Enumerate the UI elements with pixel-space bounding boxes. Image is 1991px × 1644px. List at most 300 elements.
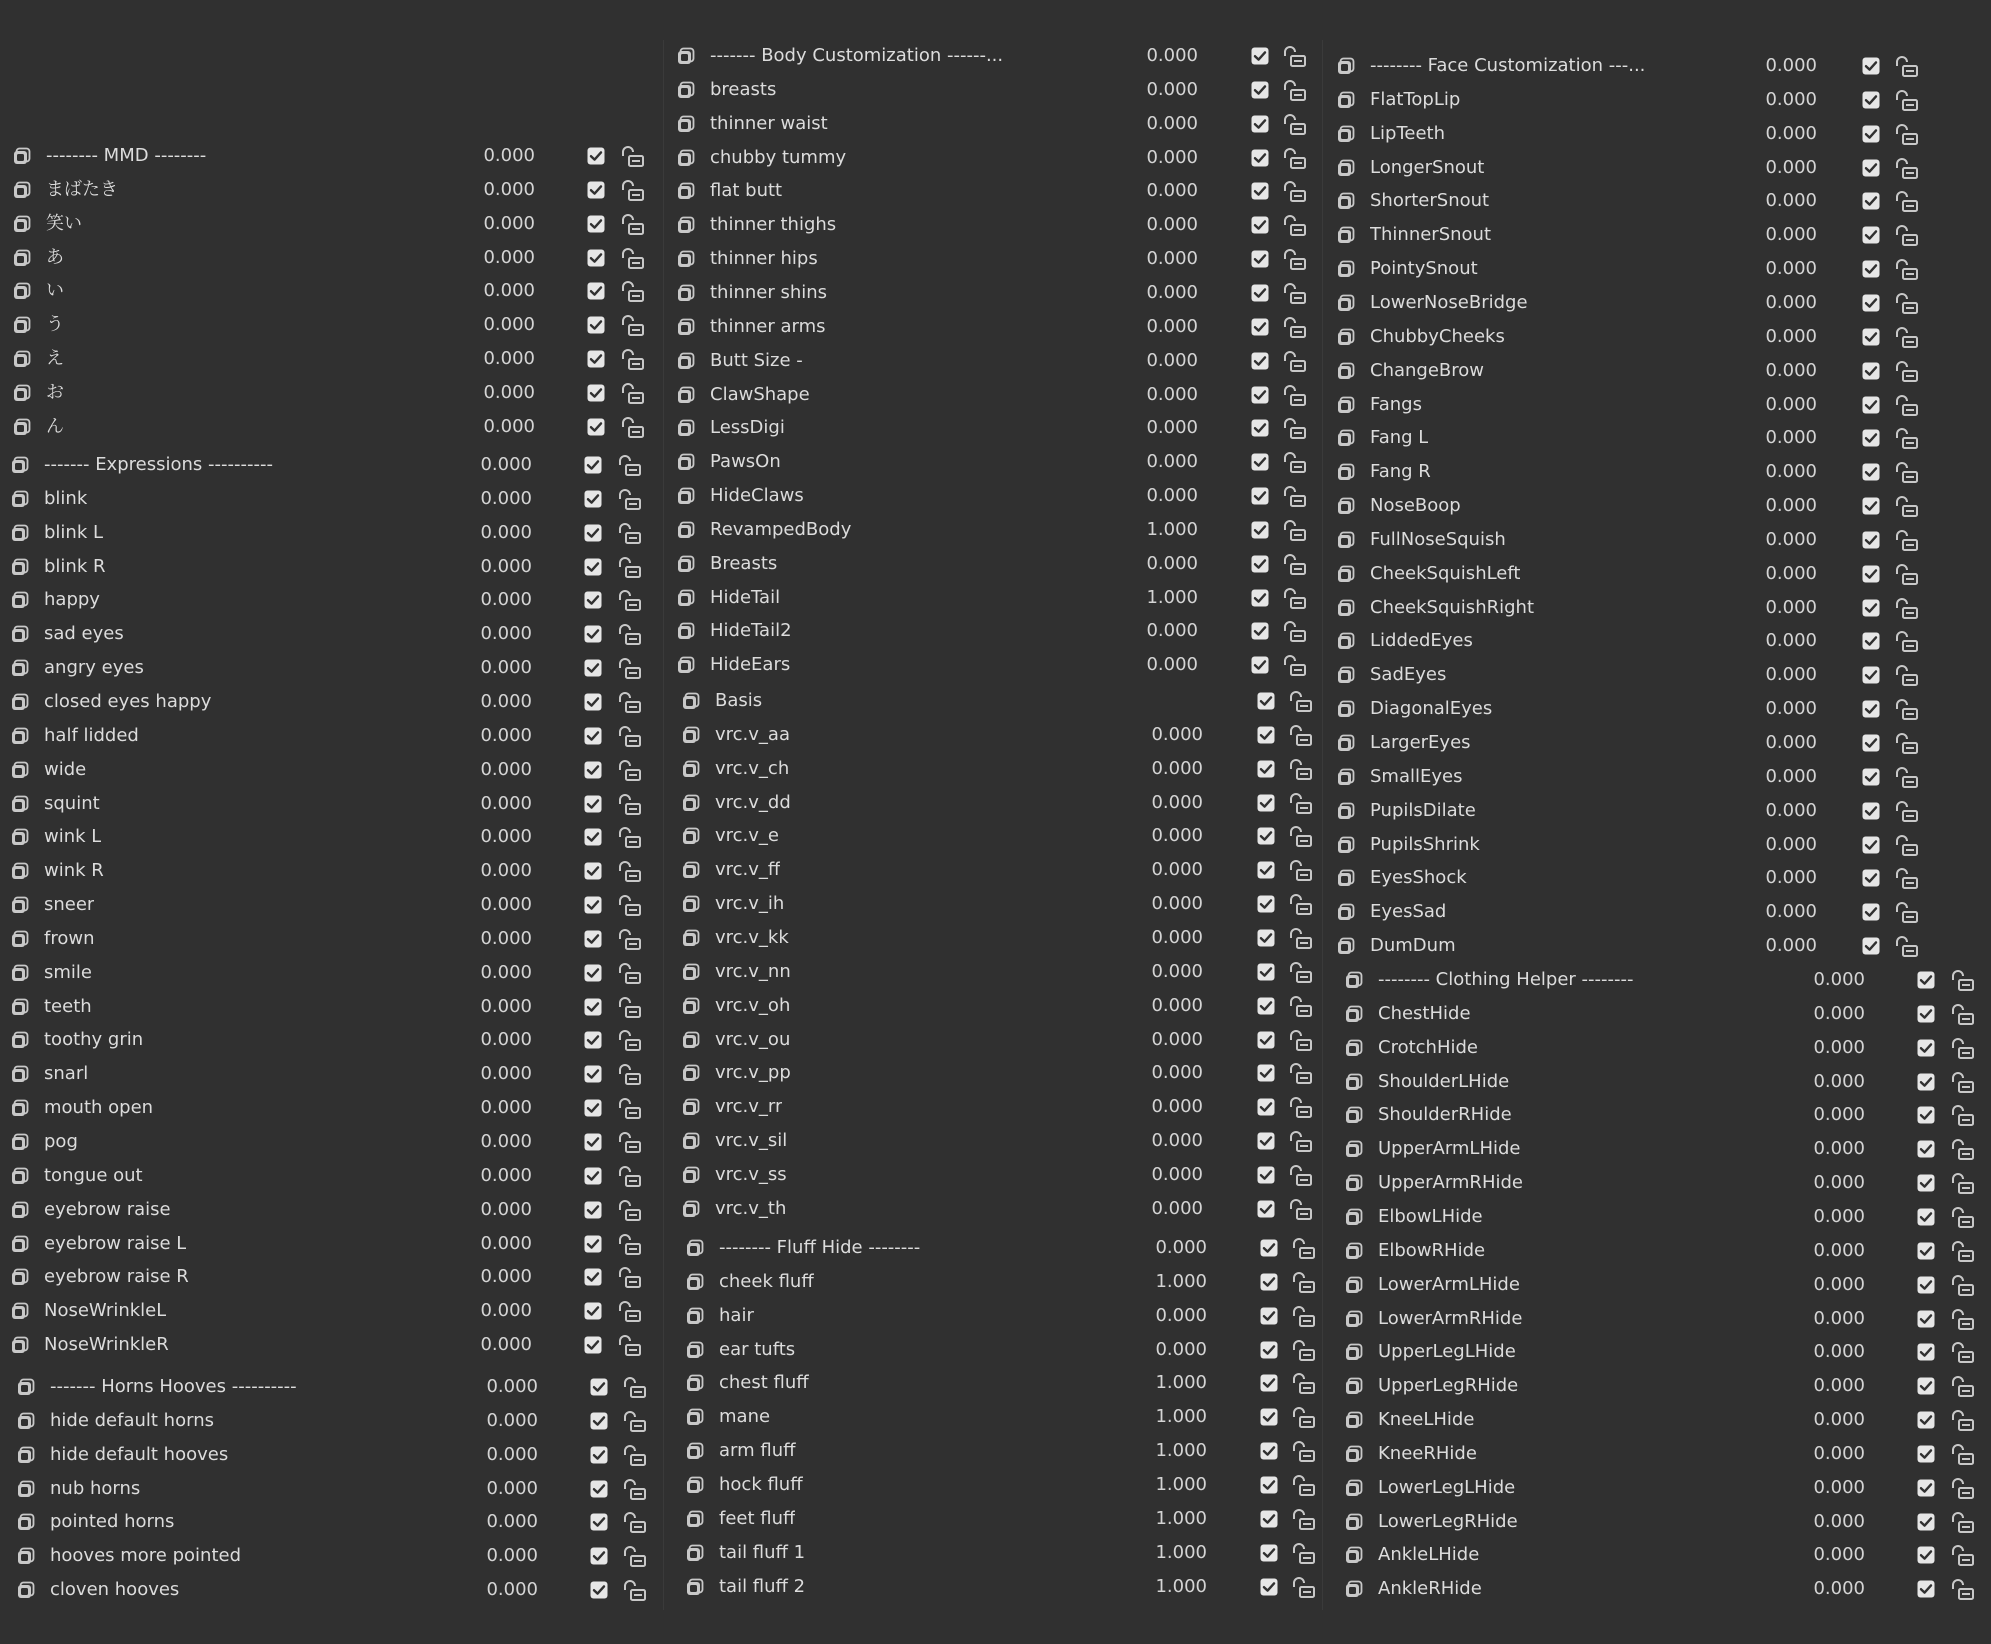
- shape-key-name[interactable]: vrc.v_ih: [715, 893, 785, 915]
- shape-key-value[interactable]: 0.000: [1765, 55, 1817, 76]
- shape-key-value[interactable]: 0.000: [1813, 1273, 1865, 1295]
- shape-key-name[interactable]: vrc.v_e: [715, 825, 780, 847]
- mute-checkbox[interactable]: [1862, 497, 1880, 515]
- unlock-icon[interactable]: [1281, 248, 1309, 272]
- shape-key-value[interactable]: 0.000: [1146, 620, 1198, 642]
- shape-key-row[interactable]: [10, 583, 650, 617]
- shape-key-value[interactable]: 1.000: [1155, 1406, 1207, 1428]
- mute-checkbox[interactable]: [587, 418, 605, 436]
- mute-checkbox[interactable]: [1257, 1031, 1275, 1049]
- mute-checkbox[interactable]: [1257, 794, 1275, 812]
- mute-checkbox[interactable]: [584, 591, 602, 609]
- shape-key-row[interactable]: [1336, 828, 1976, 862]
- shape-key-value[interactable]: 0.000: [480, 690, 532, 712]
- unlock-icon[interactable]: [1949, 1409, 1977, 1433]
- shape-key-name[interactable]: tail fluff 1: [719, 1541, 806, 1563]
- shape-key-row[interactable]: [1336, 557, 1976, 591]
- shape-key-row[interactable]: [1344, 1234, 1984, 1268]
- shape-key-row[interactable]: [10, 922, 650, 956]
- shape-key-value[interactable]: 0.000: [1146, 281, 1198, 303]
- shape-key-row[interactable]: [1344, 1505, 1984, 1539]
- shape-key-row[interactable]: [12, 342, 652, 376]
- shape-key-value[interactable]: 0.000: [480, 1334, 532, 1356]
- unlock-icon[interactable]: [1281, 587, 1309, 611]
- shape-key-row[interactable]: [1344, 1098, 1984, 1132]
- mute-checkbox[interactable]: [584, 1099, 602, 1117]
- shape-key-value[interactable]: 0.000: [480, 1097, 532, 1119]
- mute-checkbox[interactable]: [590, 1581, 608, 1599]
- unlock-icon[interactable]: [1949, 1138, 1977, 1162]
- unlock-icon[interactable]: [616, 962, 644, 986]
- unlock-icon[interactable]: [1281, 282, 1309, 306]
- shape-key-name[interactable]: UpperArmLHide: [1378, 1138, 1521, 1160]
- mute-checkbox[interactable]: [1917, 1106, 1935, 1124]
- unlock-icon[interactable]: [616, 454, 644, 478]
- shape-key-row[interactable]: [676, 73, 1316, 107]
- unlock-icon[interactable]: [1893, 867, 1921, 891]
- shape-key-row[interactable]: [676, 614, 1316, 648]
- shape-key-name[interactable]: -------- Clothing Helper --------: [1378, 969, 1634, 990]
- shape-key-name[interactable]: half lidded: [44, 724, 139, 746]
- shape-key-name[interactable]: FullNoseSquish: [1370, 528, 1506, 550]
- unlock-icon[interactable]: [1949, 1206, 1977, 1230]
- unlock-icon[interactable]: [1287, 724, 1315, 748]
- shape-key-value[interactable]: 0.000: [1146, 180, 1198, 202]
- shape-key-row[interactable]: [681, 786, 1321, 820]
- mute-checkbox[interactable]: [584, 456, 602, 474]
- shape-key-value[interactable]: 0.000: [480, 894, 532, 916]
- shape-key-name[interactable]: LipTeeth: [1370, 122, 1446, 144]
- unlock-icon[interactable]: [1281, 180, 1309, 204]
- shape-key-name[interactable]: mouth open: [44, 1097, 154, 1119]
- mute-checkbox[interactable]: [1257, 963, 1275, 981]
- shape-key-value[interactable]: 0.000: [1765, 156, 1817, 178]
- shape-key-name[interactable]: toothy grin: [44, 1029, 144, 1051]
- shape-key-value[interactable]: 1.000: [1155, 1541, 1207, 1563]
- shape-key-value[interactable]: 0.000: [1765, 258, 1817, 280]
- mute-checkbox[interactable]: [1251, 182, 1269, 200]
- shape-key-value[interactable]: 0.000: [480, 454, 532, 475]
- shape-key-value[interactable]: 0.000: [1765, 427, 1817, 449]
- shape-key-row[interactable]: [1344, 1369, 1984, 1403]
- shape-key-value[interactable]: 0.000: [1151, 1062, 1203, 1084]
- shape-key-row[interactable]: [10, 1193, 650, 1227]
- unlock-icon[interactable]: [1893, 597, 1921, 621]
- mute-checkbox[interactable]: [1862, 260, 1880, 278]
- unlock-icon[interactable]: [616, 826, 644, 850]
- mute-checkbox[interactable]: [1862, 869, 1880, 887]
- unlock-icon[interactable]: [616, 1199, 644, 1223]
- shape-key-row[interactable]: [1336, 726, 1976, 760]
- shape-key-name[interactable]: ear tufts: [719, 1338, 796, 1360]
- shape-key-name[interactable]: feet fluff: [719, 1507, 796, 1529]
- unlock-icon[interactable]: [1287, 1029, 1315, 1053]
- shape-key-row[interactable]: [681, 1158, 1321, 1192]
- shape-key-name[interactable]: あ: [46, 246, 64, 268]
- shape-key-row[interactable]: [16, 1438, 656, 1472]
- mute-checkbox[interactable]: [1917, 1140, 1935, 1158]
- shape-key-name[interactable]: う: [46, 314, 64, 336]
- shape-key-row[interactable]: [10, 787, 650, 821]
- unlock-icon[interactable]: [1287, 825, 1315, 849]
- shape-key-name[interactable]: hooves more pointed: [50, 1545, 242, 1567]
- shape-key-name[interactable]: SmallEyes: [1370, 765, 1463, 787]
- shape-key-row[interactable]: [16, 1539, 656, 1573]
- shape-key-value[interactable]: 0.000: [1765, 359, 1817, 381]
- shape-key-row[interactable]: [1336, 320, 1976, 354]
- mute-checkbox[interactable]: [1251, 622, 1269, 640]
- unlock-icon[interactable]: [1893, 630, 1921, 654]
- shape-key-value[interactable]: 0.000: [1765, 325, 1817, 347]
- shape-key-row[interactable]: [676, 174, 1316, 208]
- shape-key-value[interactable]: 0.000: [1813, 1341, 1865, 1363]
- shape-key-value[interactable]: 1.000: [1146, 586, 1198, 608]
- shape-key-value[interactable]: 0.000: [1765, 935, 1817, 957]
- mute-checkbox[interactable]: [1917, 1580, 1935, 1598]
- shape-key-name[interactable]: eyebrow raise: [44, 1198, 171, 1220]
- mute-checkbox[interactable]: [1251, 318, 1269, 336]
- shape-key-row[interactable]: [12, 207, 652, 241]
- shape-key-row[interactable]: [1336, 117, 1976, 151]
- shape-key-row[interactable]: [676, 107, 1316, 141]
- shape-key-row[interactable]: [681, 887, 1321, 921]
- unlock-icon[interactable]: [1893, 461, 1921, 485]
- mute-checkbox[interactable]: [590, 1513, 608, 1531]
- shape-key-name[interactable]: hide default hooves: [50, 1443, 229, 1465]
- shape-key-value[interactable]: 0.000: [1813, 1442, 1865, 1464]
- shape-key-name[interactable]: chest fluff: [719, 1372, 809, 1394]
- shape-key-row[interactable]: [1336, 929, 1976, 963]
- shape-key-value[interactable]: 0.000: [486, 1376, 538, 1397]
- shape-key-value[interactable]: 0.000: [483, 246, 535, 268]
- unlock-icon[interactable]: [1281, 384, 1309, 408]
- shape-key-row[interactable]: [16, 1573, 656, 1607]
- unlock-icon[interactable]: [1893, 190, 1921, 214]
- mute-checkbox[interactable]: [1862, 632, 1880, 650]
- shape-key-name[interactable]: eyebrow raise R: [44, 1266, 189, 1288]
- unlock-icon[interactable]: [1290, 1271, 1318, 1295]
- shape-key-row[interactable]: [681, 955, 1321, 989]
- shape-key-value[interactable]: 0.000: [1765, 190, 1817, 212]
- shape-key-row[interactable]: [1336, 354, 1976, 388]
- shape-key-row[interactable]: [1344, 1572, 1984, 1606]
- shape-key-value[interactable]: 0.000: [1765, 88, 1817, 110]
- unlock-icon[interactable]: [616, 522, 644, 546]
- shape-key-name[interactable]: vrc.v_dd: [715, 791, 791, 813]
- mute-checkbox[interactable]: [1917, 1174, 1935, 1192]
- shape-key-name[interactable]: い: [46, 280, 64, 302]
- mute-checkbox[interactable]: [1257, 1132, 1275, 1150]
- shape-key-name[interactable]: 笑い: [46, 212, 82, 234]
- shape-key-name[interactable]: ChubbyCheeks: [1370, 325, 1505, 347]
- unlock-icon[interactable]: [1290, 1440, 1318, 1464]
- mute-checkbox[interactable]: [587, 316, 605, 334]
- shape-key-name[interactable]: SadEyes: [1370, 664, 1447, 686]
- unlock-icon[interactable]: [1893, 563, 1921, 587]
- shape-key-name[interactable]: vrc.v_kk: [715, 926, 789, 948]
- mute-checkbox[interactable]: [1917, 1546, 1935, 1564]
- unlock-icon[interactable]: [1893, 123, 1921, 147]
- shape-key-header-row[interactable]: [1344, 963, 1984, 997]
- mute-checkbox[interactable]: [584, 761, 602, 779]
- unlock-icon[interactable]: [1949, 1544, 1977, 1568]
- mute-checkbox[interactable]: [590, 1378, 608, 1396]
- unlock-icon[interactable]: [1893, 901, 1921, 925]
- mute-checkbox[interactable]: [1862, 396, 1880, 414]
- shape-key-name[interactable]: squint: [44, 792, 100, 814]
- shape-key-row[interactable]: [681, 718, 1321, 752]
- unlock-icon[interactable]: [1893, 664, 1921, 688]
- shape-key-value[interactable]: 0.000: [1151, 1130, 1203, 1152]
- unlock-icon[interactable]: [616, 556, 644, 580]
- unlock-icon[interactable]: [619, 280, 647, 304]
- shape-key-header-row[interactable]: [16, 1370, 656, 1404]
- unlock-icon[interactable]: [616, 928, 644, 952]
- shape-key-name[interactable]: FlatTopLip: [1370, 88, 1461, 110]
- mute-checkbox[interactable]: [1260, 1374, 1278, 1392]
- mute-checkbox[interactable]: [1862, 362, 1880, 380]
- shape-key-name[interactable]: Fangs: [1370, 393, 1422, 415]
- shape-key-value[interactable]: 0.000: [1151, 859, 1203, 881]
- mute-checkbox[interactable]: [1260, 1239, 1278, 1257]
- shape-key-row[interactable]: [681, 989, 1321, 1023]
- unlock-icon[interactable]: [616, 759, 644, 783]
- shape-key-value[interactable]: 0.000: [1146, 45, 1198, 66]
- shape-key-name[interactable]: RevampedBody: [710, 518, 852, 540]
- shape-key-value[interactable]: 0.000: [480, 1131, 532, 1152]
- shape-key-value[interactable]: 0.000: [1151, 791, 1203, 813]
- shape-key-value[interactable]: 1.000: [1155, 1473, 1207, 1495]
- mute-checkbox[interactable]: [584, 625, 602, 643]
- shape-key-name[interactable]: ------- Expressions ----------: [44, 454, 273, 475]
- unlock-icon[interactable]: [1949, 1104, 1977, 1128]
- shape-key-row[interactable]: [16, 1505, 656, 1539]
- shape-key-value[interactable]: 0.000: [1155, 1338, 1207, 1360]
- shape-key-name[interactable]: pog: [44, 1131, 78, 1152]
- shape-key-name[interactable]: CrotchHide: [1378, 1036, 1478, 1058]
- unlock-icon[interactable]: [1949, 1071, 1977, 1095]
- shape-key-value[interactable]: 0.000: [1151, 1096, 1203, 1118]
- shape-key-name[interactable]: vrc.v_ss: [715, 1163, 787, 1185]
- unlock-icon[interactable]: [616, 1266, 644, 1290]
- mute-checkbox[interactable]: [1917, 1513, 1935, 1531]
- unlock-icon[interactable]: [616, 589, 644, 613]
- shape-key-row[interactable]: [10, 854, 650, 888]
- mute-checkbox[interactable]: [587, 249, 605, 267]
- shape-key-value[interactable]: 0.000: [1146, 417, 1198, 439]
- shape-key-name[interactable]: tail fluff 2: [719, 1575, 806, 1597]
- mute-checkbox[interactable]: [584, 930, 602, 948]
- shape-key-row[interactable]: [1344, 1065, 1984, 1099]
- mute-checkbox[interactable]: [1917, 971, 1935, 989]
- unlock-icon[interactable]: [616, 1097, 644, 1121]
- shape-key-value[interactable]: 0.000: [1813, 1172, 1865, 1194]
- shape-key-value[interactable]: 0.000: [1813, 1205, 1865, 1227]
- shape-key-name[interactable]: KneeRHide: [1378, 1442, 1477, 1464]
- unlock-icon[interactable]: [1287, 758, 1315, 782]
- mute-checkbox[interactable]: [1917, 1073, 1935, 1091]
- shape-key-row[interactable]: [1336, 523, 1976, 557]
- shape-key-row[interactable]: [10, 1260, 650, 1294]
- shape-key-header-row[interactable]: [12, 139, 652, 173]
- shape-key-value[interactable]: 0.000: [480, 758, 532, 780]
- shape-key-value[interactable]: 0.000: [1155, 1237, 1207, 1258]
- shape-key-value[interactable]: 0.000: [483, 415, 535, 437]
- unlock-icon[interactable]: [619, 348, 647, 372]
- shape-key-row[interactable]: [10, 685, 650, 719]
- shape-key-value[interactable]: 0.000: [1151, 960, 1203, 982]
- shape-key-value[interactable]: 0.000: [480, 1063, 532, 1085]
- shape-key-value[interactable]: 0.000: [1765, 495, 1817, 517]
- shape-key-value[interactable]: 0.000: [486, 1545, 538, 1567]
- unlock-icon[interactable]: [619, 314, 647, 338]
- mute-checkbox[interactable]: [1257, 827, 1275, 845]
- unlock-icon[interactable]: [616, 1063, 644, 1087]
- shape-key-value[interactable]: 0.000: [1765, 630, 1817, 652]
- shape-key-name[interactable]: KneeLHide: [1378, 1409, 1475, 1431]
- mute-checkbox[interactable]: [1251, 250, 1269, 268]
- unlock-icon[interactable]: [616, 725, 644, 749]
- shape-key-row[interactable]: [12, 376, 652, 410]
- shape-key-value[interactable]: 0.000: [483, 348, 535, 370]
- unlock-icon[interactable]: [1290, 1372, 1318, 1396]
- shape-key-row[interactable]: [685, 1434, 1325, 1468]
- shape-key-header-row[interactable]: [10, 448, 650, 482]
- mute-checkbox[interactable]: [1257, 895, 1275, 913]
- shape-key-row[interactable]: [1344, 1302, 1984, 1336]
- mute-checkbox[interactable]: [1862, 91, 1880, 109]
- unlock-icon[interactable]: [1290, 1406, 1318, 1430]
- shape-key-value[interactable]: 0.000: [1813, 1002, 1865, 1024]
- shape-key-name[interactable]: hair: [719, 1304, 754, 1326]
- shape-key-row[interactable]: [10, 1057, 650, 1091]
- shape-key-row[interactable]: [10, 550, 650, 584]
- shape-key-row[interactable]: [1336, 895, 1976, 929]
- shape-key-value[interactable]: 0.000: [1813, 1307, 1865, 1329]
- shape-key-row[interactable]: [1344, 1200, 1984, 1234]
- mute-checkbox[interactable]: [1862, 463, 1880, 481]
- unlock-icon[interactable]: [1290, 1474, 1318, 1498]
- shape-key-name[interactable]: PupilsShrink: [1370, 833, 1480, 855]
- unlock-icon[interactable]: [1949, 1037, 1977, 1061]
- shape-key-name[interactable]: Butt Size -: [710, 349, 803, 371]
- shape-key-value[interactable]: 0.000: [1146, 214, 1198, 236]
- mute-checkbox[interactable]: [1260, 1408, 1278, 1426]
- shape-key-name[interactable]: UpperLegLHide: [1378, 1341, 1516, 1363]
- shape-key-name[interactable]: chubby tummy: [710, 146, 847, 168]
- unlock-icon[interactable]: [619, 416, 647, 440]
- shape-key-name[interactable]: NoseWrinkleR: [44, 1334, 169, 1356]
- shape-key-value[interactable]: 0.000: [1146, 383, 1198, 405]
- shape-key-name[interactable]: ElbowLHide: [1378, 1205, 1483, 1227]
- shape-key-name[interactable]: ShoulderLHide: [1378, 1070, 1510, 1092]
- shape-key-row[interactable]: [10, 820, 650, 854]
- unlock-icon[interactable]: [1893, 495, 1921, 519]
- mute-checkbox[interactable]: [1251, 555, 1269, 573]
- shape-key-name[interactable]: thinner thighs: [710, 214, 837, 236]
- shape-key-name[interactable]: ElbowRHide: [1378, 1239, 1486, 1261]
- unlock-icon[interactable]: [1893, 800, 1921, 824]
- shape-key-value[interactable]: 0.000: [1813, 1578, 1865, 1600]
- mute-checkbox[interactable]: [590, 1412, 608, 1430]
- unlock-icon[interactable]: [1287, 1096, 1315, 1120]
- unlock-icon[interactable]: [1281, 350, 1309, 374]
- shape-key-value[interactable]: 0.000: [1813, 1239, 1865, 1261]
- shape-key-name[interactable]: thinner hips: [710, 248, 818, 270]
- mute-checkbox[interactable]: [584, 524, 602, 542]
- shape-key-row[interactable]: [676, 581, 1316, 615]
- shape-key-row[interactable]: [1344, 1268, 1984, 1302]
- mute-checkbox[interactable]: [587, 147, 605, 165]
- unlock-icon[interactable]: [621, 1579, 649, 1603]
- unlock-icon[interactable]: [616, 691, 644, 715]
- mute-checkbox[interactable]: [1251, 521, 1269, 539]
- unlock-icon[interactable]: [1949, 1443, 1977, 1467]
- mute-checkbox[interactable]: [1862, 57, 1880, 75]
- mute-checkbox[interactable]: [584, 828, 602, 846]
- mute-checkbox[interactable]: [584, 964, 602, 982]
- mute-checkbox[interactable]: [1260, 1442, 1278, 1460]
- unlock-icon[interactable]: [1893, 55, 1921, 79]
- mute-checkbox[interactable]: [1251, 589, 1269, 607]
- mute-checkbox[interactable]: [1251, 115, 1269, 133]
- unlock-icon[interactable]: [621, 1376, 649, 1400]
- shape-key-name[interactable]: angry eyes: [44, 657, 144, 679]
- shape-key-value[interactable]: 0.000: [483, 381, 535, 403]
- mute-checkbox[interactable]: [1862, 226, 1880, 244]
- unlock-icon[interactable]: [621, 1478, 649, 1502]
- shape-key-value[interactable]: 0.000: [1765, 291, 1817, 313]
- shape-key-value[interactable]: 0.000: [480, 589, 532, 611]
- shape-key-value[interactable]: 1.000: [1155, 1575, 1207, 1597]
- shape-key-row[interactable]: [681, 752, 1321, 786]
- shape-key-name[interactable]: PointySnout: [1370, 258, 1478, 280]
- mute-checkbox[interactable]: [1251, 352, 1269, 370]
- shape-key-value[interactable]: 0.000: [1765, 698, 1817, 720]
- mute-checkbox[interactable]: [1251, 149, 1269, 167]
- unlock-icon[interactable]: [1893, 157, 1921, 181]
- shape-key-name[interactable]: vrc.v_aa: [715, 723, 790, 745]
- shape-key-row[interactable]: [676, 208, 1316, 242]
- mute-checkbox[interactable]: [1917, 1208, 1935, 1226]
- shape-key-value[interactable]: 0.000: [1765, 393, 1817, 415]
- shape-key-value[interactable]: 0.000: [480, 792, 532, 814]
- shape-key-value[interactable]: 0.000: [1765, 461, 1817, 483]
- shape-key-row[interactable]: [10, 651, 650, 685]
- mute-checkbox[interactable]: [1862, 734, 1880, 752]
- unlock-icon[interactable]: [1287, 1062, 1315, 1086]
- unlock-icon[interactable]: [1290, 1508, 1318, 1532]
- shape-key-row[interactable]: [676, 242, 1316, 276]
- shape-key-name[interactable]: vrc.v_oh: [715, 994, 791, 1016]
- mute-checkbox[interactable]: [584, 1268, 602, 1286]
- shape-key-name[interactable]: blink R: [44, 555, 106, 577]
- shape-key-row[interactable]: [16, 1404, 656, 1438]
- unlock-icon[interactable]: [1893, 834, 1921, 858]
- unlock-icon[interactable]: [1281, 620, 1309, 644]
- shape-key-name[interactable]: EyesShock: [1370, 867, 1467, 889]
- unlock-icon[interactable]: [616, 1165, 644, 1189]
- shape-key-value[interactable]: 0.000: [1765, 867, 1817, 889]
- shape-key-value[interactable]: 0.000: [1813, 1409, 1865, 1431]
- shape-key-row[interactable]: [10, 1328, 650, 1362]
- shape-key-name[interactable]: LessDigi: [710, 417, 785, 439]
- shape-key-name[interactable]: Breasts: [710, 552, 778, 574]
- shape-key-row[interactable]: [1336, 252, 1976, 286]
- shape-key-value[interactable]: 0.000: [1765, 224, 1817, 246]
- unlock-icon[interactable]: [1290, 1576, 1318, 1600]
- mute-checkbox[interactable]: [1917, 1479, 1935, 1497]
